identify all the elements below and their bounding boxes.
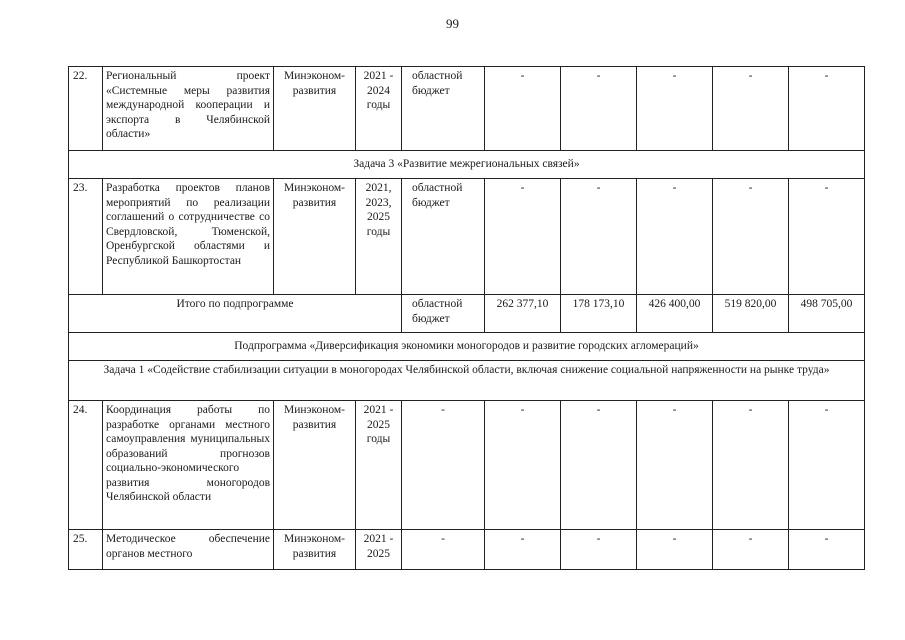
value-cell: - <box>561 179 637 295</box>
funding-source: областной бюджет <box>402 179 485 295</box>
executor: Минэконом-развития <box>274 401 356 530</box>
row-number: 22. <box>69 67 103 151</box>
value-cell: - <box>561 401 637 530</box>
years: 2021 - 2025 <box>356 530 402 570</box>
subprogram-header: Подпрограмма «Диверсификация экономики моногородов и развитие городских агломераций» <box>69 333 865 361</box>
value-cell: - <box>637 179 713 295</box>
value-cell: - <box>637 67 713 151</box>
total-value: 178 173,10 <box>561 295 637 333</box>
measure-name: Координация работы по разработке органами местного самоуправления муниципальных образований прогнозов социально-экономического развития моногородов Челябинской области <box>103 401 274 530</box>
value-cell: - <box>485 179 561 295</box>
value-cell: - <box>713 67 789 151</box>
measure-name: Региональный проект «Системные меры развития международной кооперации и экспорта в Челябинской области» <box>103 67 274 151</box>
value-cell: - <box>789 401 865 530</box>
row-number: 23. <box>69 179 103 295</box>
executor: Минэконом-развития <box>274 179 356 295</box>
row-number: 24. <box>69 401 103 530</box>
total-value: 519 820,00 <box>713 295 789 333</box>
value-cell: - <box>561 67 637 151</box>
measure-name: Разработка проектов планов мероприятий по реализации соглашений о сотрудничестве со Свердловской, Тюменской, Оренбургской областями и Республикой Башкортостан <box>103 179 274 295</box>
value-cell: - <box>789 67 865 151</box>
row-number: 25. <box>69 530 103 570</box>
total-value: 498 705,00 <box>789 295 865 333</box>
value-cell: - <box>637 530 713 570</box>
program-table <box>68 66 865 570</box>
task-header: Задача 1 «Содействие стабилизации ситуации в моногородах Челябинской области, включая снижение социальной напряженности на рынке труда» <box>69 361 865 401</box>
years: 2021 - 2024 годы <box>356 67 402 151</box>
table-row-23 <box>69 179 865 295</box>
value-cell: - <box>485 401 561 530</box>
years: 2021 - 2025 годы <box>356 401 402 530</box>
task-header-row <box>69 151 865 179</box>
page-number: 99 <box>446 16 459 31</box>
value-cell: - <box>713 179 789 295</box>
total-label: Итого по подпрограмме <box>69 295 402 333</box>
value-cell: - <box>485 67 561 151</box>
funding-source: - <box>402 401 485 530</box>
funding-source: - <box>402 530 485 570</box>
measure-name: Методическое обеспечение органов местного <box>103 530 274 570</box>
value-cell: - <box>789 530 865 570</box>
value-cell: - <box>713 401 789 530</box>
years: 2021, 2023, 2025 годы <box>356 179 402 295</box>
table-row-25 <box>69 530 865 570</box>
value-cell: - <box>637 401 713 530</box>
total-value: 426 400,00 <box>637 295 713 333</box>
total-row <box>69 295 865 333</box>
executor: Минэконом-развития <box>274 530 356 570</box>
task-header-row <box>69 361 865 401</box>
total-value: 262 377,10 <box>485 295 561 333</box>
value-cell: - <box>789 179 865 295</box>
funding-source: областной бюджет <box>402 295 485 333</box>
value-cell: - <box>713 530 789 570</box>
executor: Минэконом-развития <box>274 67 356 151</box>
task-header: Задача 3 «Развитие межрегиональных связей» <box>69 151 865 179</box>
table-row-22 <box>69 67 865 151</box>
value-cell: - <box>561 530 637 570</box>
table-row-24 <box>69 401 865 530</box>
value-cell: - <box>485 530 561 570</box>
subprogram-header-row <box>69 333 865 361</box>
funding-source: областной бюджет <box>402 67 485 151</box>
